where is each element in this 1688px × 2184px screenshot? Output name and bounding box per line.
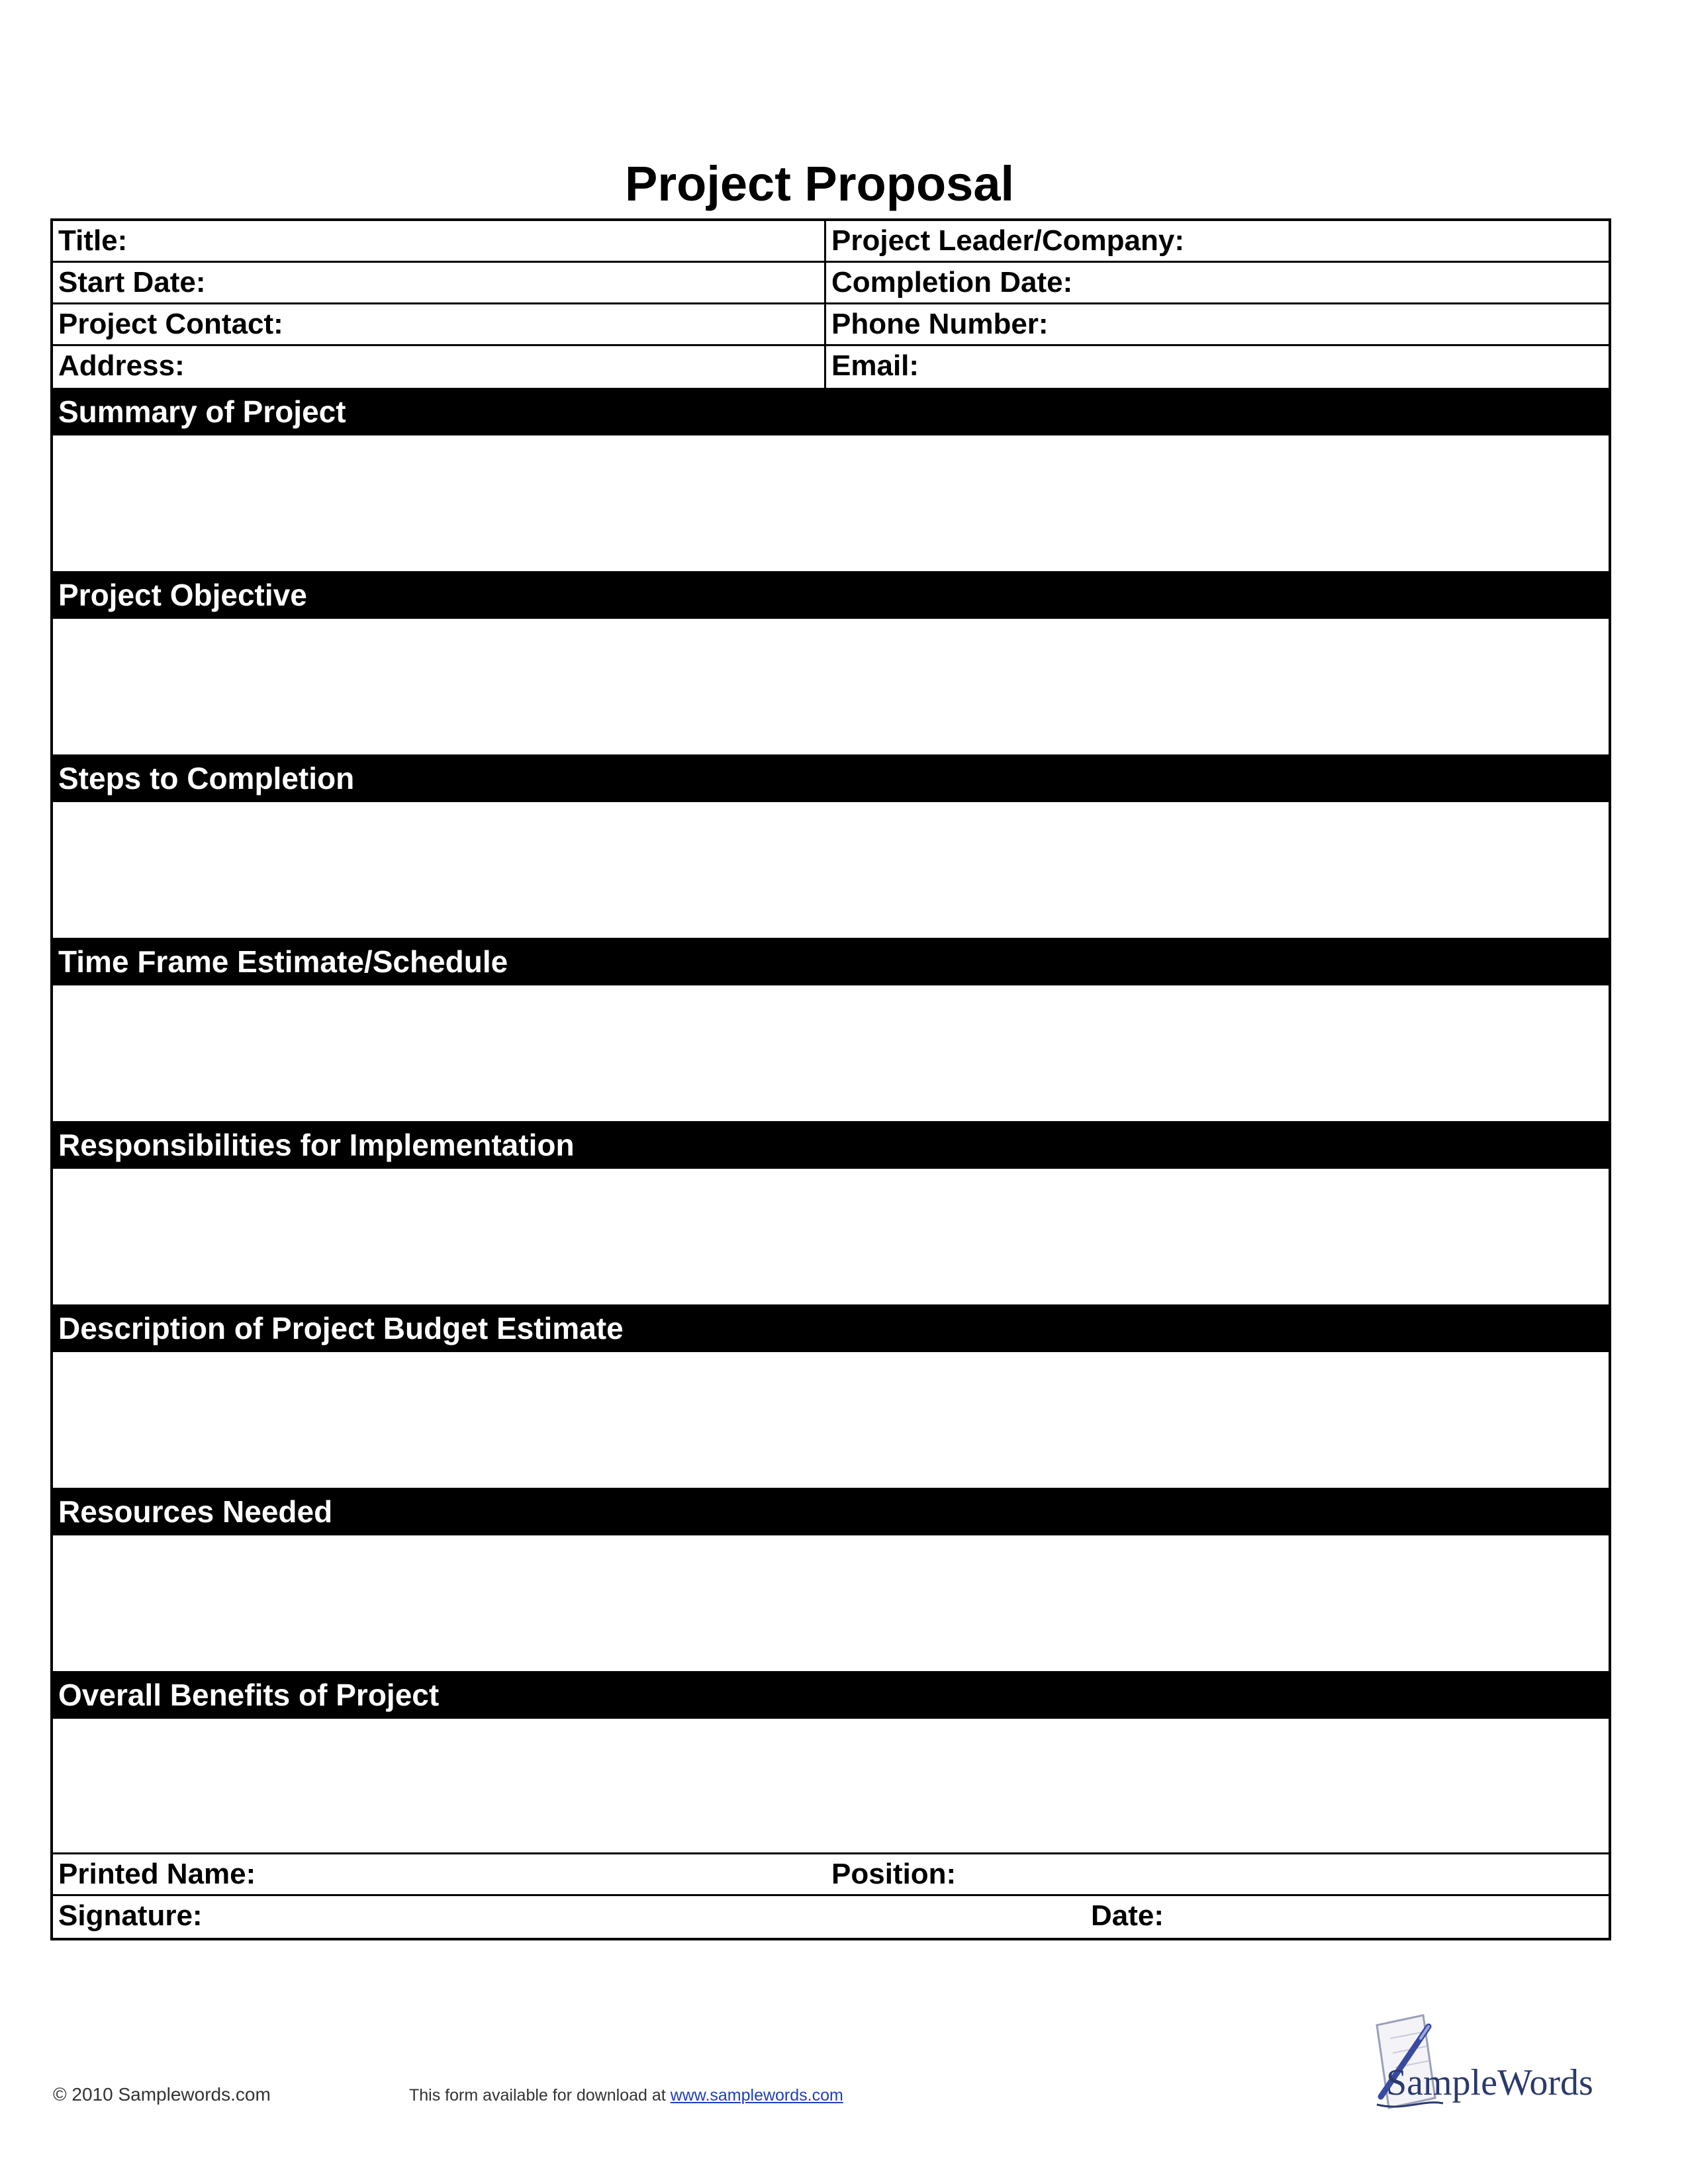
- section-body-steps[interactable]: [53, 802, 1609, 938]
- section-body-benefits[interactable]: [53, 1719, 1609, 1854]
- info-row-title: [53, 221, 1609, 263]
- section-header-timeframe: Time Frame Estimate/Schedule: [53, 938, 1609, 985]
- download-link[interactable]: www.samplewords.com: [670, 2086, 843, 2105]
- section-body-budget[interactable]: [53, 1352, 1609, 1488]
- section-header-summary: Summary of Project: [53, 388, 1609, 435]
- info-row-address: [53, 346, 1609, 388]
- phone-number-label[interactable]: Phone Number:: [831, 308, 1049, 340]
- section-body-responsibilities[interactable]: [53, 1169, 1609, 1304]
- start-date-label[interactable]: Start Date:: [53, 263, 826, 302]
- section-body-objective[interactable]: [53, 619, 1609, 754]
- info-row-dates: [53, 263, 1609, 304]
- email-label[interactable]: Email:: [831, 349, 919, 382]
- section-header-budget: Description of Project Budget Estimate: [53, 1304, 1609, 1352]
- project-contact-label[interactable]: Project Contact:: [53, 304, 826, 344]
- printed-name-row: [53, 1854, 1609, 1896]
- info-row-contact: [53, 304, 1609, 346]
- download-note-text: This form available for download at: [409, 2086, 671, 2105]
- signature-row: [53, 1896, 1609, 1938]
- section-header-responsibilities: Responsibilities for Implementation: [53, 1121, 1609, 1169]
- download-note: [409, 2085, 843, 2106]
- logo-text: SampleWords: [1386, 2062, 1593, 2103]
- section-header-resources: Resources Needed: [53, 1488, 1609, 1535]
- position-label[interactable]: Position:: [831, 1858, 957, 1890]
- title-label[interactable]: Title:: [53, 221, 826, 261]
- date-label[interactable]: Date:: [1091, 1899, 1164, 1932]
- printed-name-label[interactable]: Printed Name:: [58, 1858, 256, 1890]
- proposal-form: [50, 218, 1611, 1940]
- copyright-text: © 2010 Samplewords.com: [53, 2084, 271, 2105]
- project-leader-company-label[interactable]: Project Leader/Company:: [831, 224, 1185, 257]
- completion-date-label[interactable]: Completion Date:: [831, 266, 1073, 298]
- signature-label[interactable]: Signature:: [58, 1899, 203, 1932]
- section-body-resources[interactable]: [53, 1535, 1609, 1671]
- section-body-timeframe[interactable]: [53, 985, 1609, 1121]
- page-title: Project Proposal: [624, 156, 1015, 211]
- section-body-summary[interactable]: [53, 435, 1609, 571]
- section-header-benefits: Overall Benefits of Project: [53, 1671, 1609, 1719]
- section-header-steps: Steps to Completion: [53, 754, 1609, 802]
- section-header-objective: Project Objective: [53, 571, 1609, 619]
- address-label[interactable]: Address:: [53, 346, 826, 388]
